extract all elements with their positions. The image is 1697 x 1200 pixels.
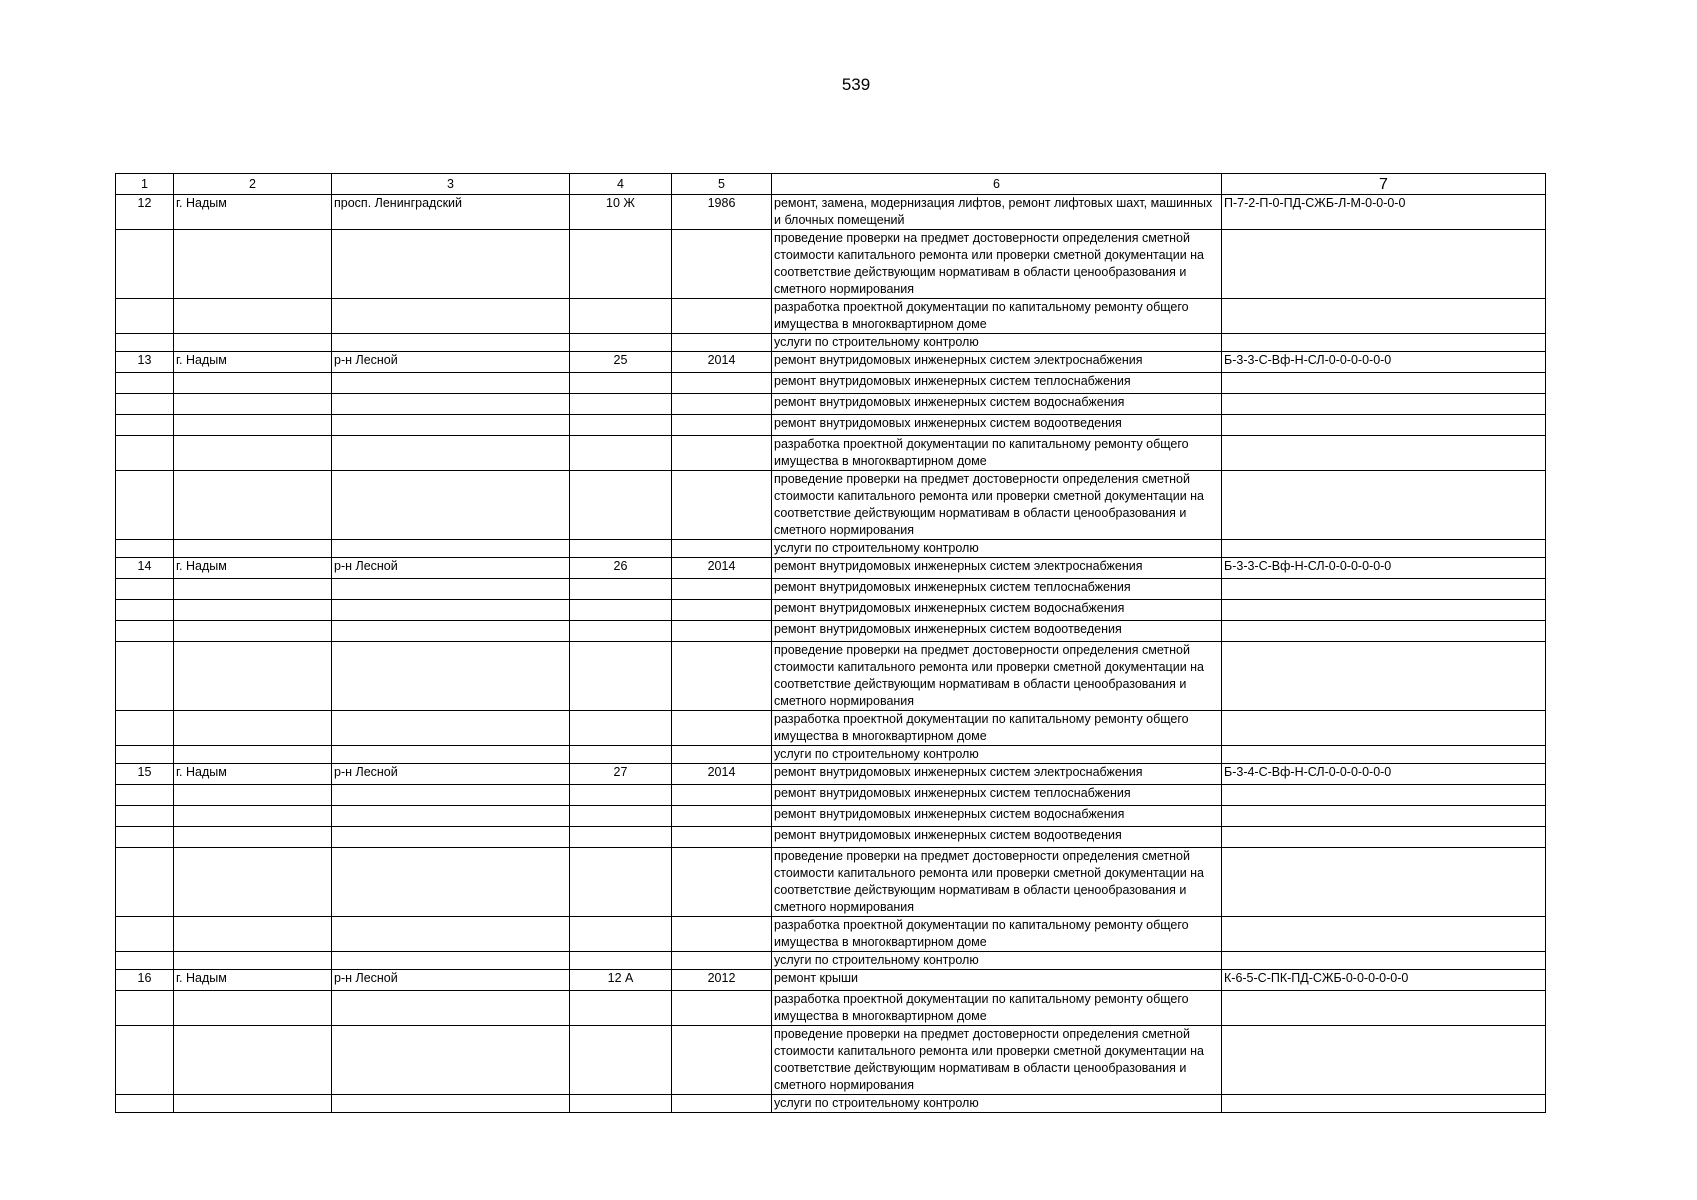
street-cell: [332, 1095, 570, 1113]
work-type-cell: ремонт внутридомовых инженерных систем теплоснабжения: [772, 373, 1222, 394]
row-number-cell: [116, 394, 174, 415]
row-number-cell: [116, 471, 174, 540]
house-number-cell: [570, 471, 672, 540]
street-cell: [332, 600, 570, 621]
column-header: 3: [332, 174, 570, 195]
city-cell: [174, 1026, 332, 1095]
table-row: [116, 230, 1546, 299]
year-cell: [672, 917, 772, 952]
work-type-cell: разработка проектной документации по капитальному ремонту общего имущества в многоквартирном доме: [772, 917, 1222, 952]
city-cell: [174, 394, 332, 415]
row-number-cell: [116, 1095, 174, 1113]
column-header: 6: [772, 174, 1222, 195]
house-number-cell: [570, 848, 672, 917]
street-cell: [332, 579, 570, 600]
work-type-cell: услуги по строительному контролю: [772, 952, 1222, 970]
year-cell: [672, 806, 772, 827]
table-row: [116, 764, 1546, 785]
table-row: [116, 785, 1546, 806]
building-code-cell: К-6-5-С-ПК-ПД-СЖБ-0-0-0-0-0-0: [1222, 970, 1546, 991]
work-type-cell: проведение проверки на предмет достоверности определения сметной стоимости капитального ремонта или проверки сметной документации на соответствие действующим нормативам в области ценообразования и сметного нормирования: [772, 230, 1222, 299]
street-cell: [332, 827, 570, 848]
row-number-cell: [116, 299, 174, 334]
house-number-cell: [570, 711, 672, 746]
table-row: [116, 621, 1546, 642]
work-type-cell: разработка проектной документации по капитальному ремонту общего имущества в многоквартирном доме: [772, 991, 1222, 1026]
building-code-cell: Б-3-3-С-Вф-Н-СЛ-0-0-0-0-0-0: [1222, 558, 1546, 579]
city-cell: [174, 642, 332, 711]
house-number-cell: 12 А: [570, 970, 672, 991]
year-cell: [672, 600, 772, 621]
row-number-cell: [116, 621, 174, 642]
row-number-cell: [116, 848, 174, 917]
street-cell: [332, 299, 570, 334]
row-number-cell: [116, 230, 174, 299]
work-type-cell: услуги по строительному контролю: [772, 746, 1222, 764]
year-cell: [672, 1095, 772, 1113]
city-cell: г. Надым: [174, 195, 332, 230]
house-number-cell: [570, 1095, 672, 1113]
year-cell: [672, 415, 772, 436]
street-cell: [332, 746, 570, 764]
house-number-cell: [570, 394, 672, 415]
street-cell: [332, 952, 570, 970]
year-cell: [672, 746, 772, 764]
city-cell: г. Надым: [174, 558, 332, 579]
house-number-cell: [570, 621, 672, 642]
row-number-cell: [116, 711, 174, 746]
building-code-cell: [1222, 579, 1546, 600]
building-code-cell: [1222, 299, 1546, 334]
table-row: [116, 711, 1546, 746]
work-type-cell: ремонт внутридомовых инженерных систем электроснабжения: [772, 352, 1222, 373]
year-cell: 2014: [672, 764, 772, 785]
building-code-cell: [1222, 621, 1546, 642]
city-cell: [174, 299, 332, 334]
table-row: [116, 848, 1546, 917]
building-code-cell: [1222, 415, 1546, 436]
row-number-cell: 15: [116, 764, 174, 785]
work-type-cell: разработка проектной документации по капитальному ремонту общего имущества в многоквартирном доме: [772, 711, 1222, 746]
table-row: [116, 415, 1546, 436]
work-type-cell: услуги по строительному контролю: [772, 1095, 1222, 1113]
table-body: [116, 195, 1546, 1113]
street-cell: [332, 711, 570, 746]
street-cell: [332, 1026, 570, 1095]
street-cell: [332, 848, 570, 917]
row-number-cell: [116, 952, 174, 970]
year-cell: [672, 827, 772, 848]
work-type-cell: услуги по строительному контролю: [772, 334, 1222, 352]
work-type-cell: ремонт, замена, модернизация лифтов, ремонт лифтовых шахт, машинных и блочных помещений: [772, 195, 1222, 230]
house-number-cell: 26: [570, 558, 672, 579]
year-cell: 2014: [672, 558, 772, 579]
year-cell: [672, 579, 772, 600]
building-code-cell: [1222, 436, 1546, 471]
year-cell: [672, 642, 772, 711]
street-cell: просп. Ленинградский: [332, 195, 570, 230]
street-cell: [332, 785, 570, 806]
year-cell: [672, 436, 772, 471]
city-cell: [174, 621, 332, 642]
repair-schedule-table: [115, 173, 1546, 1113]
house-number-cell: [570, 373, 672, 394]
city-cell: [174, 436, 332, 471]
page-number: 539: [841, 75, 871, 94]
city-cell: [174, 600, 332, 621]
building-code-cell: [1222, 785, 1546, 806]
row-number-cell: [116, 1026, 174, 1095]
row-number-cell: 14: [116, 558, 174, 579]
street-cell: [332, 436, 570, 471]
street-cell: [332, 806, 570, 827]
building-code-cell: Б-3-4-С-Вф-Н-СЛ-0-0-0-0-0-0: [1222, 764, 1546, 785]
table-row: [116, 952, 1546, 970]
table-row: [116, 827, 1546, 848]
house-number-cell: [570, 579, 672, 600]
table-row: [116, 1095, 1546, 1113]
table-row: [116, 352, 1546, 373]
year-cell: 1986: [672, 195, 772, 230]
row-number-cell: [116, 436, 174, 471]
row-number-cell: 16: [116, 970, 174, 991]
year-cell: [672, 373, 772, 394]
street-cell: [332, 415, 570, 436]
row-number-cell: [116, 991, 174, 1026]
row-number-cell: [116, 785, 174, 806]
building-code-cell: П-7-2-П-0-ПД-СЖБ-Л-М-0-0-0-0: [1222, 195, 1546, 230]
column-header: 5: [672, 174, 772, 195]
building-code-cell: [1222, 746, 1546, 764]
city-cell: [174, 785, 332, 806]
house-number-cell: [570, 746, 672, 764]
city-cell: [174, 1095, 332, 1113]
city-cell: [174, 827, 332, 848]
building-code-cell: Б-3-3-С-Вф-Н-СЛ-0-0-0-0-0-0: [1222, 352, 1546, 373]
work-type-cell: ремонт внутридомовых инженерных систем теплоснабжения: [772, 579, 1222, 600]
street-cell: [332, 471, 570, 540]
city-cell: [174, 806, 332, 827]
street-cell: [332, 917, 570, 952]
table-row: [116, 195, 1546, 230]
building-code-cell: [1222, 540, 1546, 558]
street-cell: [332, 394, 570, 415]
house-number-cell: [570, 436, 672, 471]
row-number-cell: [116, 373, 174, 394]
house-number-cell: [570, 415, 672, 436]
table-row: [116, 970, 1546, 991]
work-type-cell: разработка проектной документации по капитальному ремонту общего имущества в многоквартирном доме: [772, 299, 1222, 334]
building-code-cell: [1222, 600, 1546, 621]
work-type-cell: проведение проверки на предмет достоверности определения сметной стоимости капитального ремонта или проверки сметной документации на соответствие действующим нормативам в области ценообразования и сметного нормирования: [772, 471, 1222, 540]
city-cell: г. Надым: [174, 970, 332, 991]
table-row: [116, 334, 1546, 352]
building-code-cell: [1222, 848, 1546, 917]
work-type-cell: услуги по строительному контролю: [772, 540, 1222, 558]
city-cell: [174, 952, 332, 970]
house-number-cell: [570, 642, 672, 711]
column-header: 1: [116, 174, 174, 195]
work-type-cell: ремонт внутридомовых инженерных систем водоснабжения: [772, 394, 1222, 415]
work-type-cell: ремонт внутридомовых инженерных систем электроснабжения: [772, 558, 1222, 579]
work-type-cell: проведение проверки на предмет достоверности определения сметной стоимости капитального ремонта или проверки сметной документации на соответствие действующим нормативам в области ценообразования и сметного нормирования: [772, 642, 1222, 711]
table-row: [116, 991, 1546, 1026]
work-type-cell: ремонт внутридомовых инженерных систем теплоснабжения: [772, 785, 1222, 806]
street-cell: [332, 334, 570, 352]
street-cell: р-н Лесной: [332, 558, 570, 579]
work-type-cell: разработка проектной документации по капитальному ремонту общего имущества в многоквартирном доме: [772, 436, 1222, 471]
street-cell: [332, 621, 570, 642]
house-number-cell: [570, 827, 672, 848]
table-row: [116, 540, 1546, 558]
building-code-cell: [1222, 917, 1546, 952]
building-code-cell: [1222, 230, 1546, 299]
table-row: [116, 558, 1546, 579]
year-cell: [672, 230, 772, 299]
row-number-cell: [116, 806, 174, 827]
table-row: [116, 642, 1546, 711]
year-cell: [672, 991, 772, 1026]
city-cell: [174, 991, 332, 1026]
street-cell: р-н Лесной: [332, 352, 570, 373]
year-cell: [672, 952, 772, 970]
city-cell: [174, 415, 332, 436]
street-cell: [332, 991, 570, 1026]
row-number-cell: [116, 600, 174, 621]
year-cell: [672, 540, 772, 558]
city-cell: [174, 711, 332, 746]
year-cell: [672, 299, 772, 334]
street-cell: [332, 540, 570, 558]
city-cell: [174, 471, 332, 540]
city-cell: г. Надым: [174, 764, 332, 785]
table-row: [116, 917, 1546, 952]
work-type-cell: ремонт внутридомовых инженерных систем водоснабжения: [772, 806, 1222, 827]
row-number-cell: [116, 917, 174, 952]
table-header-row: [116, 174, 1546, 195]
building-code-cell: [1222, 642, 1546, 711]
building-code-cell: [1222, 334, 1546, 352]
work-type-cell: ремонт внутридомовых инженерных систем водоотведения: [772, 621, 1222, 642]
year-cell: [672, 471, 772, 540]
city-cell: [174, 848, 332, 917]
building-code-cell: [1222, 373, 1546, 394]
house-number-cell: 25: [570, 352, 672, 373]
house-number-cell: 10 Ж: [570, 195, 672, 230]
work-type-cell: ремонт внутридомовых инженерных систем водоснабжения: [772, 600, 1222, 621]
row-number-cell: [116, 334, 174, 352]
house-number-cell: [570, 600, 672, 621]
work-type-cell: проведение проверки на предмет достоверности определения сметной стоимости капитального ремонта или проверки сметной документации на соответствие действующим нормативам в области ценообразования и сметного нормирования: [772, 1026, 1222, 1095]
city-cell: г. Надым: [174, 352, 332, 373]
year-cell: [672, 848, 772, 917]
table-row: [116, 471, 1546, 540]
house-number-cell: [570, 334, 672, 352]
building-code-cell: [1222, 952, 1546, 970]
row-number-cell: [116, 642, 174, 711]
work-type-cell: ремонт крыши: [772, 970, 1222, 991]
table-row: [116, 394, 1546, 415]
street-cell: [332, 373, 570, 394]
work-type-cell: проведение проверки на предмет достоверности определения сметной стоимости капитального ремонта или проверки сметной документации на соответствие действующим нормативам в области ценообразования и сметного нормирования: [772, 848, 1222, 917]
building-code-cell: [1222, 1026, 1546, 1095]
column-header: 4: [570, 174, 672, 195]
house-number-cell: [570, 299, 672, 334]
row-number-cell: [116, 540, 174, 558]
city-cell: [174, 579, 332, 600]
year-cell: 2012: [672, 970, 772, 991]
column-header: 7: [1222, 174, 1546, 195]
house-number-cell: [570, 785, 672, 806]
table-row: [116, 373, 1546, 394]
building-code-cell: [1222, 1095, 1546, 1113]
row-number-cell: [116, 827, 174, 848]
year-cell: [672, 1026, 772, 1095]
house-number-cell: [570, 952, 672, 970]
work-type-cell: ремонт внутридомовых инженерных систем электроснабжения: [772, 764, 1222, 785]
city-cell: [174, 373, 332, 394]
house-number-cell: 27: [570, 764, 672, 785]
building-code-cell: [1222, 471, 1546, 540]
column-header: 2: [174, 174, 332, 195]
building-code-cell: [1222, 827, 1546, 848]
year-cell: 2014: [672, 352, 772, 373]
row-number-cell: [116, 746, 174, 764]
street-cell: р-н Лесной: [332, 764, 570, 785]
work-type-cell: ремонт внутридомовых инженерных систем водоотведения: [772, 827, 1222, 848]
city-cell: [174, 334, 332, 352]
house-number-cell: [570, 540, 672, 558]
city-cell: [174, 230, 332, 299]
city-cell: [174, 540, 332, 558]
house-number-cell: [570, 917, 672, 952]
row-number-cell: [116, 579, 174, 600]
row-number-cell: 13: [116, 352, 174, 373]
building-code-cell: [1222, 806, 1546, 827]
table-row: [116, 600, 1546, 621]
street-cell: [332, 230, 570, 299]
city-cell: [174, 746, 332, 764]
year-cell: [672, 621, 772, 642]
building-code-cell: [1222, 991, 1546, 1026]
house-number-cell: [570, 806, 672, 827]
row-number-cell: 12: [116, 195, 174, 230]
house-number-cell: [570, 230, 672, 299]
table-row: [116, 436, 1546, 471]
house-number-cell: [570, 991, 672, 1026]
year-cell: [672, 711, 772, 746]
table-row: [116, 746, 1546, 764]
year-cell: [672, 785, 772, 806]
city-cell: [174, 917, 332, 952]
table-row: [116, 806, 1546, 827]
street-cell: р-н Лесной: [332, 970, 570, 991]
year-cell: [672, 394, 772, 415]
table-row: [116, 1026, 1546, 1095]
table-row: [116, 299, 1546, 334]
row-number-cell: [116, 415, 174, 436]
table-row: [116, 579, 1546, 600]
house-number-cell: [570, 1026, 672, 1095]
year-cell: [672, 334, 772, 352]
building-code-cell: [1222, 711, 1546, 746]
work-type-cell: ремонт внутридомовых инженерных систем водоотведения: [772, 415, 1222, 436]
building-code-cell: [1222, 394, 1546, 415]
street-cell: [332, 642, 570, 711]
